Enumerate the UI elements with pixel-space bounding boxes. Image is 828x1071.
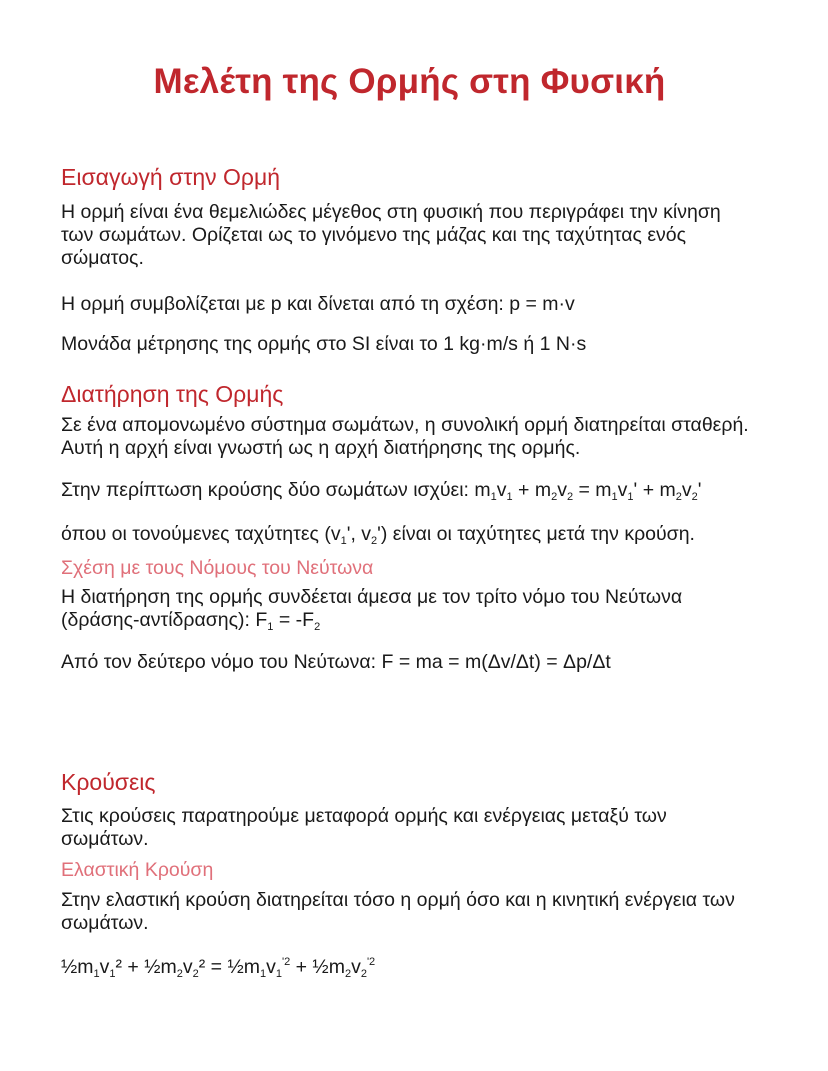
- third-law-equation: $F_1 = -F_2$: [255, 609, 321, 633]
- section-conservation: [61, 380, 758, 674]
- note-suffix-text: είναι οι ταχύτητες μετά την κρούση.: [387, 523, 695, 545]
- equation-intro-text: Στην περίπτωση κρούσης δύο σωμάτων ισχύει:: [61, 479, 475, 501]
- note-prefix-text: όπου οι τονούμενες ταχύτητες: [61, 523, 325, 545]
- intro-paragraph-1: Η ορμή είναι ένα θεμελιώδες μέγεθος στη φυσική που περιγράφει την κίνηση των σωμάτων. Ορίζεται ως το γινόμενο της μάζας και της ταχύτητας ενός σώματος.: [61, 201, 721, 269]
- newton-paragraph-2: Από τον δεύτερο νόμο του Νεύτωνα: F = ma = m(Δv/Δt) = Δp/Δt: [61, 651, 611, 673]
- page-title: Μελέτη της Ορμής στη Φυσική: [153, 62, 666, 101]
- conservation-paragraph-1: Σε ένα απομονωμένο σύστημα σωμάτων, η συνολική ορμή διατηρείται σταθερή. Αυτή η αρχή είναι γνωστή ως η αρχή διατήρησης της ορμής.: [61, 414, 749, 459]
- elastic-paragraph-1: Στην ελαστική κρούση διατηρείται τόσο η ορμή όσο και η κινητική ενέργεια των σωμάτων.: [61, 889, 735, 934]
- conservation-equation-paragraph: [61, 479, 758, 502]
- section-collisions: [61, 768, 758, 979]
- kinetic-energy-equation: $\frac{1}{2}m_1v_1^2$ + $\frac{1}{2}m_2v_2^2$ = $\frac{1}{2}m_1v_1^{'2}$ + $\frac{1}{2}m_2v_2^{'2}$: [61, 956, 376, 980]
- section-intro: [61, 163, 758, 356]
- newton-third-law-text: Η διατήρηση της ορμής συνδέεται άμεσα με τον τρίτο νόμο του Νεύτωνα (δράσης-αντίδρασης):: [61, 586, 683, 631]
- conservation-note-paragraph: [61, 523, 758, 546]
- intro-paragraph-2: Η ορμή συμβολίζεται με p και δίνεται από τη σχέση: p = m·v: [61, 293, 575, 315]
- primed-velocities: ($v_1'$, $v_2'$): [324, 523, 388, 547]
- subsection-heading-elastic: Ελαστική Κρούση: [61, 859, 214, 881]
- section-heading-intro: Εισαγωγή στην Ορμή: [61, 164, 281, 190]
- momentum-conservation-equation: $m_1v_1 + m_2v_2 = m_1v_1' + m_2v_2'$: [474, 479, 702, 503]
- newton-paragraph-1: [61, 586, 758, 632]
- collisions-paragraph-1: Στις κρούσεις παρατηρούμε μεταφορά ορμής και ενέργειας μεταξύ των σωμάτων.: [61, 805, 667, 850]
- subsection-heading-newton: Σχέση με τους Νόμους του Νεύτωνα: [61, 557, 374, 579]
- section-heading-collisions: Κρούσεις: [61, 769, 156, 795]
- section-heading-conservation: Διατήρηση της Ορμής: [61, 381, 284, 407]
- intro-paragraph-3: Μονάδα μέτρησης της ορμής στο SI είναι το 1 kg·m/s ή 1 N·s: [61, 333, 587, 355]
